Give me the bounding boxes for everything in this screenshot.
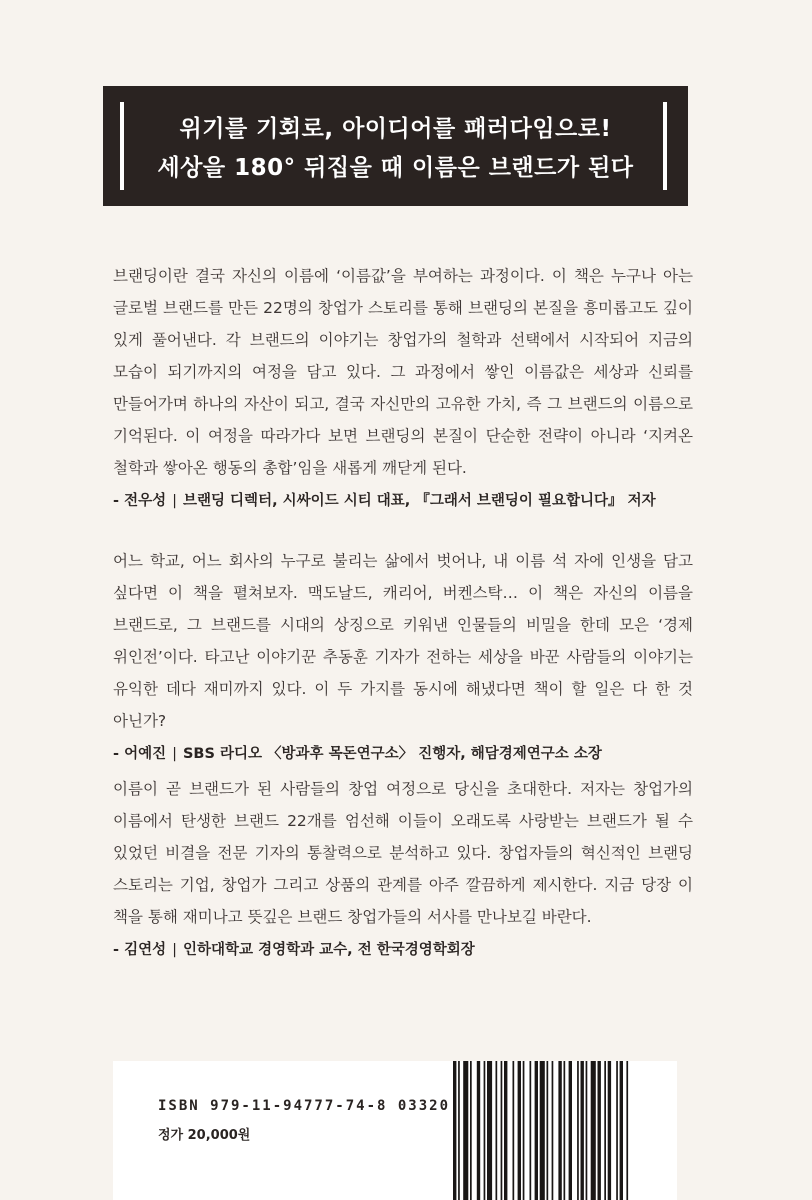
barcode-bar xyxy=(463,1061,468,1200)
price-label: 정가 20,000원 xyxy=(158,1128,251,1143)
review-byline xyxy=(113,739,693,769)
barcode-bar xyxy=(608,1061,611,1200)
reviewer-name: - 어예진 xyxy=(113,746,167,762)
review-1 xyxy=(113,260,693,516)
reviewer-role: SBS 라디오 〈방과후 목돈연구소〉 진행자, 해담경제연구소 소장 xyxy=(182,746,602,762)
byline-separator: | xyxy=(172,746,177,762)
barcode-bar xyxy=(552,1061,554,1200)
barcode-bar xyxy=(504,1061,507,1200)
headline-banner xyxy=(103,86,688,206)
barcode-bar xyxy=(564,1061,566,1200)
barcode-bar xyxy=(453,1061,456,1200)
barcode-bar xyxy=(484,1061,486,1200)
barcode-bar xyxy=(616,1061,618,1200)
barcode-bar xyxy=(477,1061,480,1200)
barcode-bar xyxy=(626,1061,628,1200)
reviewer-role: 인하대학교 경영학과 교수, 전 한국경영학회장 xyxy=(182,942,475,958)
isbn-number: ISBN 979-11-94777-74-8 03320 xyxy=(158,1098,451,1114)
barcode-bar xyxy=(569,1061,572,1200)
barcode-bar xyxy=(523,1061,525,1200)
review-text: 브랜딩이란 결국 자신의 이름에 ‘이름값’을 부여하는 과정이다. 이 책은 누구나 아는 글로벌 브랜드를 만든 22명의 창업가 스토리를 통해 브랜딩의 본질을 흥미롭고도 깊이 있게 풀어낸다. 각 브랜드의 이야기는 창업가의 철학과 선택에서 시작되어 지금의 모습이 되기까지의 여정을 담고 있다. 그 과정에서 쌓인 이름값은 세상과 신뢰를 만들어가며 하나의 자산이 되고, 결국 자신만의 고유한 가치, 즉 그 브랜드의 이름으로 기억된다. 이 여정을 따라가다 보면 브랜딩의 본질이 단순한 전략이 아니라 ‘지켜온 철학과 쌓아온 행동의 총합’임을 새롭게 깨닫게 된다. xyxy=(113,267,693,477)
barcode-bar xyxy=(535,1061,538,1200)
barcode-bar xyxy=(598,1061,601,1200)
barcode-bar xyxy=(581,1061,584,1200)
review-byline xyxy=(113,935,693,965)
barcode-bar xyxy=(591,1061,596,1200)
byline-separator: | xyxy=(172,942,177,958)
barcode-bar xyxy=(530,1061,532,1200)
barcode-bar xyxy=(604,1061,606,1200)
banner-line-2: 세상을 180° 뒤집을 때 이름은 브랜드가 된다 xyxy=(157,155,634,181)
isbn-barcode-block xyxy=(113,1061,677,1200)
barcode-bar xyxy=(501,1061,503,1200)
barcode-bar xyxy=(458,1061,460,1200)
barcode-bar xyxy=(586,1061,588,1200)
barcode-bar xyxy=(518,1061,521,1200)
barcode-bar xyxy=(470,1061,472,1200)
barcode-bar xyxy=(540,1061,545,1200)
review-text: 이름이 곧 브랜드가 된 사람들의 창업 여정으로 당신을 초대한다. 저자는 창업가의 이름에서 탄생한 브랜드 22개를 엄선해 이들이 오래도록 사랑받는 브랜드가 될 수 있었던 비결을 전문 기자의 통찰력으로 분석하고 있다. 창업자들의 혁신적인 브랜딩 스토리는 기업, 창업가 그리고 상품의 관계를 아주 깔끔하게 제시한다. 지금 당장 이 책을 통해 재미나고 뜻깊은 브랜드 창업가들의 서사를 만나보길 바란다. xyxy=(113,780,693,926)
reviewer-name: - 김연성 xyxy=(113,942,167,958)
barcode-bar xyxy=(487,1061,492,1200)
barcode-bar xyxy=(577,1061,579,1200)
review-byline xyxy=(113,486,693,516)
review-2 xyxy=(113,545,693,769)
review-text: 어느 학교, 어느 회사의 누구로 불리는 삶에서 벗어나, 내 이름 석 자에 인생을 담고 싶다면 이 책을 펼쳐보자. 맥도날드, 캐리어, 버켄스탁… 이 책은 자신의 이름을 브랜드로, 그 브랜드를 시대의 상징으로 키워낸 인물들의 비밀을 한데 모은 ‘경제 위인전’이다. 타고난 이야기꾼 추동훈 기자가 전하는 세상을 바꾼 사람들의 이야기는 유익한 데다 재미까지 있다. 이 두 가지를 동시에 해냈다면 책이 할 일은 다 한 것 아닌가? xyxy=(113,552,693,730)
barcode-bar xyxy=(496,1061,498,1200)
banner-line-1: 위기를 기회로, 아이디어를 패러다임으로! xyxy=(179,116,612,142)
barcode-bar xyxy=(513,1061,515,1200)
reviewer-name: - 전우성 xyxy=(113,493,167,509)
byline-separator: | xyxy=(172,493,177,509)
barcode-bar xyxy=(558,1061,561,1200)
barcode-bar xyxy=(547,1061,549,1200)
review-3 xyxy=(113,773,693,965)
banner-right-bar xyxy=(663,102,667,190)
reviewer-role: 브랜딩 디렉터, 시싸이드 시티 대표, 『그래서 브랜딩이 필요합니다』 저자 xyxy=(182,493,656,509)
barcode-graphic xyxy=(453,1061,665,1200)
barcode-bar xyxy=(620,1061,623,1200)
